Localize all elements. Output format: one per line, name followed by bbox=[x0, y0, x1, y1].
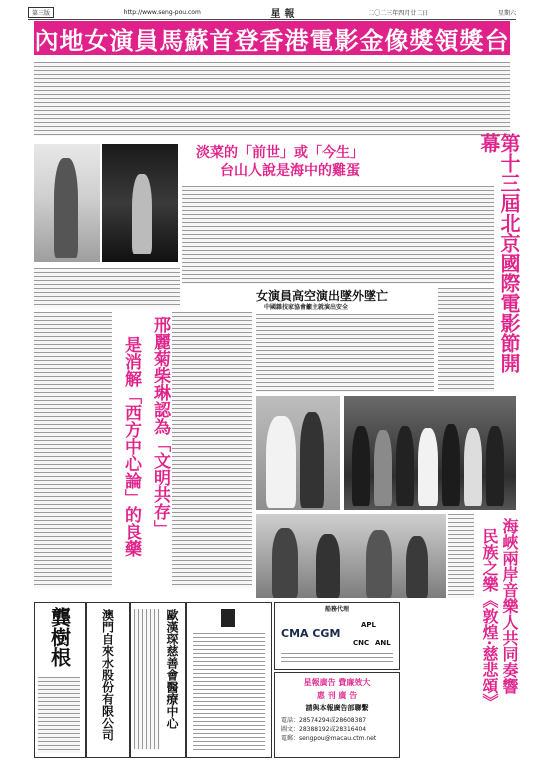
story2-text bbox=[256, 314, 434, 392]
ad5-brand1: CMA CGM bbox=[281, 627, 341, 640]
story5-text bbox=[448, 514, 474, 598]
cross-strait-music-photo bbox=[256, 514, 446, 598]
story2-title: 女演員高空演出墜外墜亡 bbox=[256, 289, 389, 303]
story3-vertical-title: 第十三屆北京國際電影節開幕 bbox=[477, 133, 521, 373]
story1-title-line2: 台山人說是海中的雞蛋 bbox=[220, 163, 360, 179]
film-festival-couple-photo bbox=[256, 396, 340, 510]
ad5-brand4: ANL bbox=[375, 639, 391, 647]
website: http://www.seng-pou.com bbox=[123, 8, 201, 16]
story3-text bbox=[438, 288, 494, 392]
ad6-tel2: 圖文：28388192或28316404 bbox=[281, 726, 367, 733]
ad5-title: 船務代理 bbox=[324, 606, 349, 613]
ad-memorial-notice bbox=[186, 602, 272, 758]
story5-title-col2: 民族之樂《敦煌·慈悲頌》 bbox=[480, 528, 499, 710]
story4-title-col2: 是消解「西方中心論」的良藥 bbox=[121, 336, 141, 557]
guitar-performer-photo bbox=[102, 144, 178, 262]
story2-subtitle: 中國雜技家協會籲主就演出安全 bbox=[264, 304, 349, 311]
actress-red-carpet-photo bbox=[34, 144, 100, 262]
ad5-brand2: APL bbox=[361, 621, 377, 629]
ad6-tel1: 電話：28574294或28608387 bbox=[281, 717, 367, 724]
ad-newspaper-advertising bbox=[274, 672, 400, 758]
story4-text-right bbox=[172, 312, 252, 588]
ad-medical-center bbox=[130, 602, 186, 758]
page-label: 第三版 bbox=[28, 7, 54, 18]
weekday: 星期六 bbox=[497, 9, 516, 17]
ad2-name: 澳門自來水股份有限公司 bbox=[100, 609, 115, 741]
lead-article-text bbox=[34, 62, 510, 136]
ad-shipping-agent bbox=[274, 602, 400, 670]
ad6-line1: 星報廣告 費廉效大 bbox=[303, 677, 371, 687]
ad6-line3: 請與本報廣告部聯繫 bbox=[305, 703, 369, 712]
ad-macau-water bbox=[86, 602, 130, 758]
issue-date: 二〇二三年四月廿二日 bbox=[368, 9, 429, 17]
ad6-email: 電郵：sengpou@macau.ctm.net bbox=[281, 735, 377, 742]
ad5-brand3: CNC bbox=[353, 639, 370, 647]
film-festival-group-photo bbox=[344, 396, 516, 510]
page-header bbox=[28, 5, 516, 20]
ad1-name: 龔樹根 bbox=[47, 607, 72, 667]
main-headline: 內地女演員馬蘇首登香港電影金像獎領獎台 bbox=[34, 21, 510, 55]
story4-text-left bbox=[34, 312, 112, 588]
story4-title-col1: 邢麗菊柴琳認為「文明共存」 bbox=[150, 316, 170, 537]
story1-text-left bbox=[34, 268, 180, 308]
ad3-name: 歐漢琛慈善會醫療中心 bbox=[165, 609, 179, 729]
ad-gong-shugen bbox=[34, 602, 86, 758]
story5-title-col1: 海峽兩岸音樂人共同奏響 bbox=[500, 518, 519, 694]
story1-title-line1: 淡菜的「前世」或「今生」 bbox=[196, 145, 364, 161]
ad6-line2: 惠 刊 廣 告 bbox=[316, 690, 358, 700]
masthead: 星報 bbox=[270, 8, 299, 20]
story1-text bbox=[182, 186, 494, 284]
